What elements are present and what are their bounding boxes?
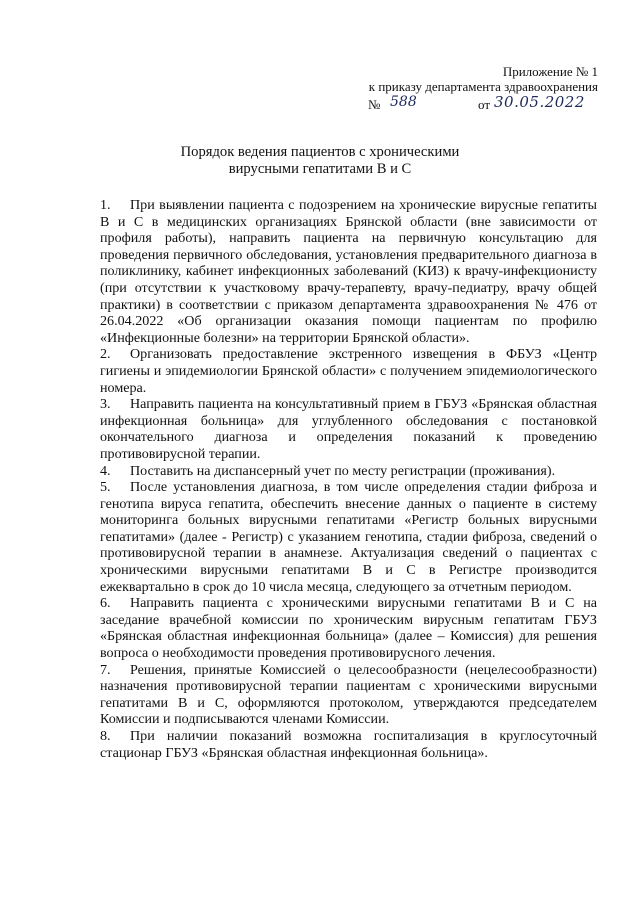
item-number: 2. xyxy=(100,346,111,363)
item-text: При наличии показаний возможна госпитализация в круглосуточный стационар ГБУЗ «Брянская областная инфекционная больница». xyxy=(100,728,597,761)
document-title xyxy=(100,144,540,178)
list-item xyxy=(100,396,597,462)
item-text: Решения, принятые Комиссией о целесообразности (нецелесообразности) назначения противовирусной терапии пациентам с хроническими вирусными гепатитами В и С, оформляются протоколом, утверждаются председателем Комиссии и подписываются членами Комиссии. xyxy=(100,661,597,728)
item-number: 6. xyxy=(100,595,111,612)
list-item xyxy=(100,662,597,728)
list-item xyxy=(100,463,597,480)
number-sign: № xyxy=(368,97,381,112)
list-item xyxy=(100,595,597,661)
item-number: 8. xyxy=(100,728,111,744)
item-number: 4. xyxy=(100,462,111,479)
order-number-date-line xyxy=(328,95,598,113)
list-item xyxy=(100,479,597,595)
title-line-1: Порядок ведения пациентов с хроническими xyxy=(180,144,460,160)
item-text: Организовать предоставление экстренного извещения в ФБУЗ «Центр гигиены и эпидемиологии Брянской области» с получением эпидемиологического номера. xyxy=(100,346,597,396)
item-number: 7. xyxy=(100,661,111,678)
list-item xyxy=(100,197,597,346)
list-item xyxy=(100,346,597,396)
item-text: Направить пациента с хроническими вирусными гепатитами В и С на заседание врачебной комиссии по хроническим вирусным гепатитам ГБУЗ «Брянская областная инфекционная больница» (далее – Комиссия) для решения вопроса о необходимости проведения противовирусного лечения. xyxy=(100,595,597,662)
document-body xyxy=(100,197,597,761)
item-number: 5. xyxy=(100,479,111,496)
order-date: 30.05.2022 xyxy=(494,93,585,111)
order-reference: к приказу департамента здравоохранения xyxy=(368,79,598,94)
appendix-label: Приложение № 1 xyxy=(502,64,598,79)
title-line-2: вирусными гепатитами В и С xyxy=(228,161,412,177)
date-label: от xyxy=(478,97,491,112)
item-number: 3. xyxy=(100,396,111,413)
item-text: После установления диагноза, в том числе определения стадии фиброза и генотипа вируса гепатита, обеспечить внесение данных о пациенте в систему мониторинга больных вирусными гепатитами «Регистр больных вирусными гепатитами» (далее - Регистр) с указанием генотипа, стадии фиброза, сведений о противовирусной терапии в анамнезе. Актуализация сведений о пациентах с хроническими вирусными гепатитами В и С в Регистре производится ежеквартально в срок до 10 числа месяца, следующего за отчетным периодом. xyxy=(100,479,597,595)
item-text: При выявлении пациента с подозрением на хронические вирусные гепатиты В и С в медицинских организациях Брянской области (вне зависимости от профиля работы), направить пациента на первичную консультацию для проведения первичного обследования, установления предварительного диагноза в поликлинику, кабинет инфекционных заболеваний (КИЗ) к врачу-инфекционисту (при отсутствии к участковому врачу-терапевту, врачу-педиатру, врачу общей практики) в соответствии с приказом департамента здравоохранения № 476 от 26.04.2022 «Об организации оказания помощи пациентам по профилю «Инфекционные болезни» на территории Брянской области». xyxy=(100,197,597,346)
item-text: Поставить на диспансерный учет по месту регистрации (проживания). xyxy=(130,462,556,479)
item-text: Направить пациента на консультативный прием в ГБУЗ «Брянская областная инфекционная больница» для углубленного обследования с постановкой окончательного диагноза и определения показаний к проведению противовирусной терапии. xyxy=(100,396,597,462)
list-item xyxy=(100,728,597,761)
item-number: 1. xyxy=(100,197,111,213)
order-number: 588 xyxy=(390,94,417,110)
appendix-header xyxy=(328,64,598,113)
